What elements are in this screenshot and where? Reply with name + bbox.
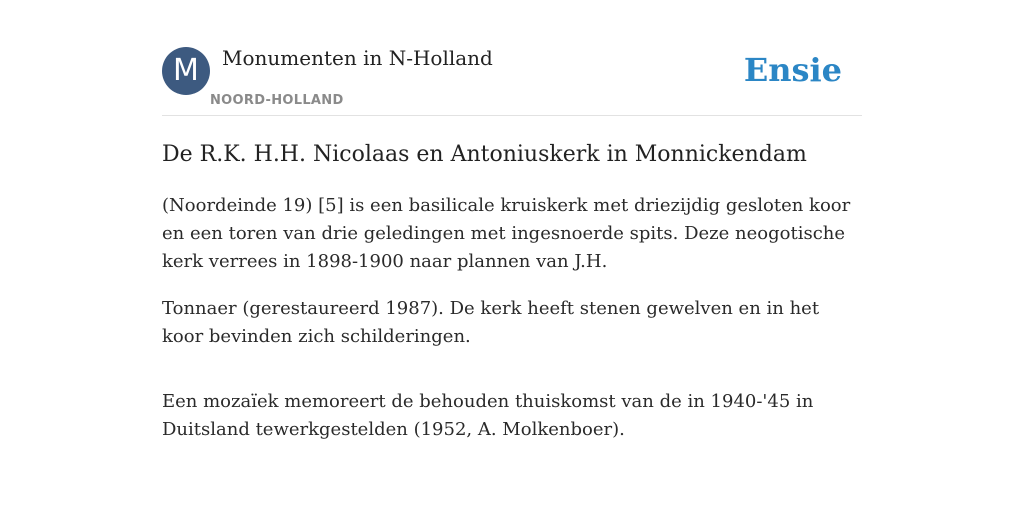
article-page bbox=[162, 0, 862, 512]
book-avatar[interactable]: M bbox=[162, 47, 210, 95]
article-title: De R.K. H.H. Nicolaas en Antoniuskerk in Monnickendam bbox=[162, 142, 807, 167]
paragraph: Tonnaer (gerestaureerd 1987). De kerk heeft stenen gewelven en in het koor bevinden zich schilderingen. bbox=[162, 298, 820, 347]
book-title-link[interactable]: Monumenten in N-Holland bbox=[222, 46, 493, 70]
article-header bbox=[162, 0, 862, 116]
paragraph: (Noordeinde 19) [5] is een basilicale kruiskerk met driezijdig gesloten koor en een toren van drie geledingen met ingesnoerde spits. Deze neogotische kerk verrees in 1898-1900 naar plannen van J.H. bbox=[162, 195, 851, 272]
category-link[interactable]: NOORD-HOLLAND bbox=[210, 93, 344, 108]
article-body bbox=[162, 192, 862, 463]
paragraph: Een mozaïek memoreert de behouden thuiskomst van de in 1940-'45 in Duitsland tewerkgestelden (1952, A. Molkenboer). bbox=[162, 391, 814, 440]
ensie-logo[interactable]: Ensie bbox=[743, 51, 842, 89]
